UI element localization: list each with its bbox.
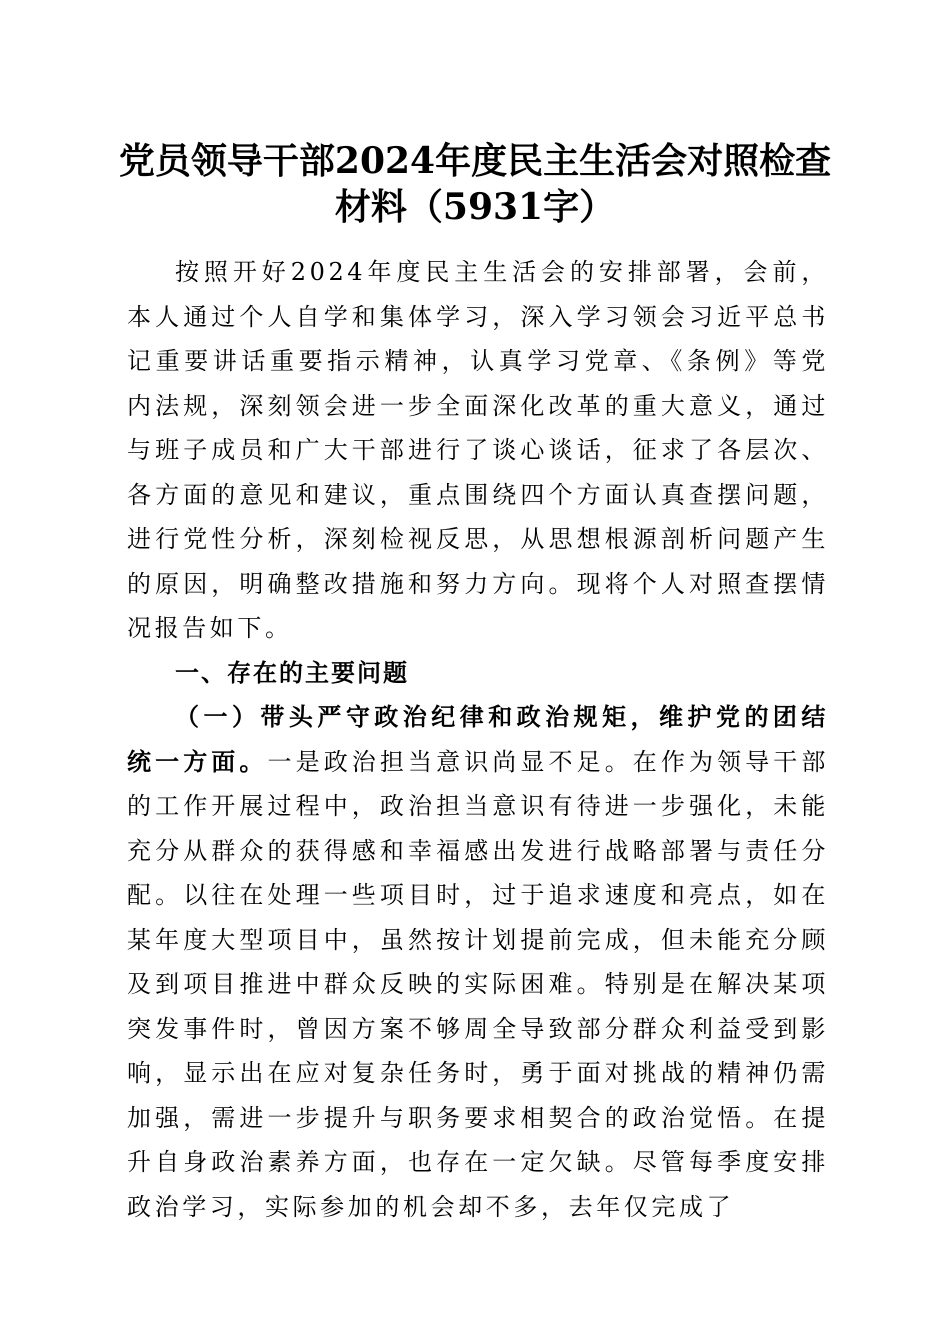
subsection-heading-1: （一）带头严守政治纪律和政治规矩，维护党的团结统一方面。: [127, 702, 829, 776]
intro-paragraph: 按照开好2024年度民主生活会的安排部署，会前，本人通过个人自学和集体学习，深入学习领会习近平总书记重要讲话重要指示精神，认真学习党章、《条例》等党内法规，深刻领会进一步全面深化改革的重大意义，通过与班子成员和广大干部进行了谈心谈话，征求了各层次、各方面的意见和建议，重点围绕四个方面认真查摆问题，进行党性分析，深刻检视反思，从思想根源剖析问题产生的原因，明确整改措施和努力方向。现将个人对照查摆情况报告如下。: [127, 258, 829, 642]
document-body: [127, 250, 829, 1229]
title-line-2: 材料（5931字）: [334, 186, 616, 228]
subsection-paragraph-1: [127, 695, 829, 1229]
section-heading-problems: 一、存在的主要问题: [175, 658, 409, 687]
document-title: [110, 138, 840, 230]
title-line-1: 党员领导干部2024年度民主生活会对照检查: [118, 140, 832, 182]
subsection-text-1: 一是政治担当意识尚显不足。在作为领导干部的工作开展过程中，政治担当意识有待进一步强化，未能充分从群众的获得感和幸福感出发进行战略部署与责任分配。以往在处理一些项目时，过于追求速度和亮点，如在某年度大型项目中，虽然按计划提前完成，但未能充分顾及到项目推进中群众反映的实际困难。特别是在解决某项突发事件时，曾因方案不够周全导致部分群众利益受到影响，显示出在应对复杂任务时，勇于面对挑战的精神仍需加强，需进一步提升与职务要求相契合的政治觉悟。在提升自身政治素养方面，也存在一定欠缺。尽管每季度安排政治学习，实际参加的机会却不多，去年仅完成了: [127, 747, 829, 1221]
